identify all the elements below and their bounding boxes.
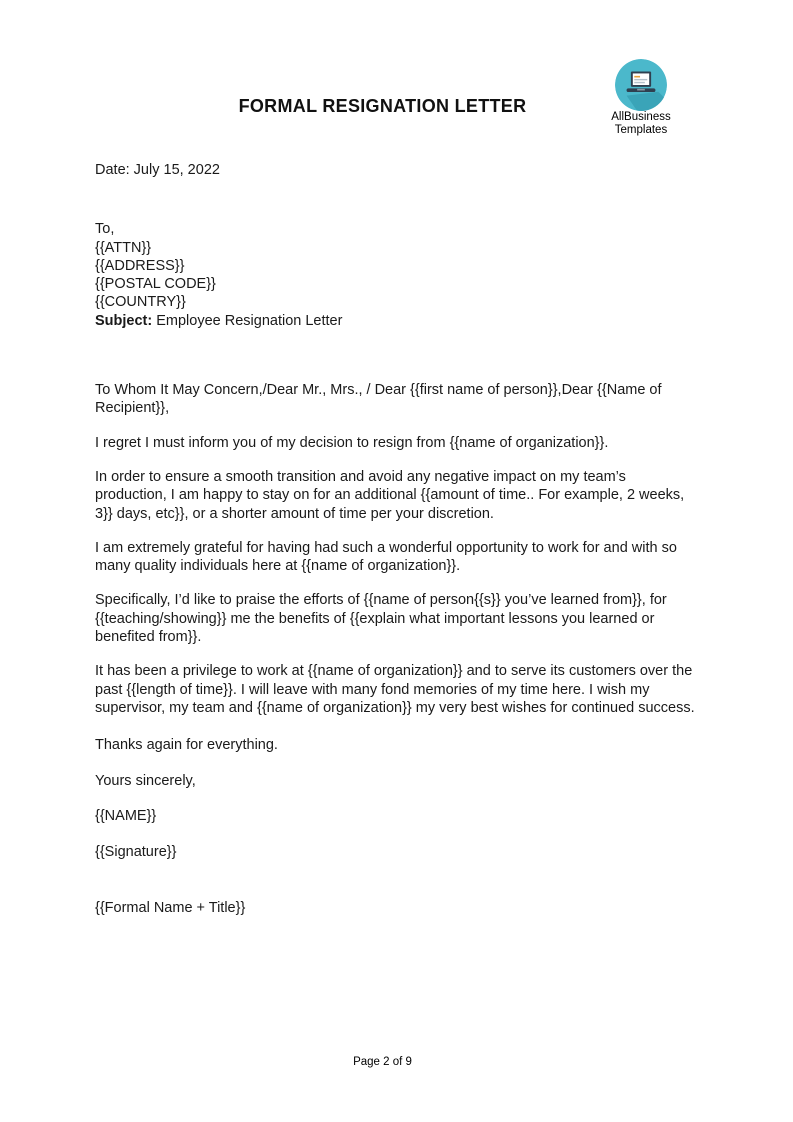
- gratitude-paragraph: I am extremely grateful for having had such a wonderful opportunity to work for and with so many quality individuals here at {{name of organization}}.: [95, 539, 677, 575]
- subject-text: Employee Resignation Letter: [156, 312, 343, 329]
- closing-line: Yours sincerely,: [95, 772, 196, 789]
- transition-paragraph: In order to ensure a smooth transition and avoid any negative impact on my team’s production, I am happy to stay on for an additional {{amount of time.. For example, 2 weeks, 3}} days, etc}}, or a shorter amount of time per your discretion.: [95, 468, 685, 522]
- salutation-paragraph: To Whom It May Concern,/Dear Mr., Mrs., / Dear {{first name of person}},Dear {{Name of Recipient}},: [95, 382, 662, 417]
- formal-name-title-placeholder: {{Formal Name + Title}}: [95, 900, 246, 917]
- thanks-paragraph: Thanks again for everything.: [95, 737, 278, 754]
- recipient-block: [95, 220, 699, 311]
- page-number-footer: Page 2 of 9: [353, 1056, 412, 1068]
- logo-text-line2: Templates: [614, 123, 668, 136]
- recipient-line-postal-code: {{POSTAL CODE}}: [95, 276, 216, 293]
- resignation-statement-paragraph: I regret I must inform you of my decision to resign from {{name of organization}}.: [95, 434, 609, 451]
- recipient-line-attn: {{ATTN}}: [95, 239, 152, 256]
- recipient-line-country: {{COUNTRY}}: [95, 294, 186, 311]
- subject-line: [95, 312, 699, 330]
- page-title: FORMAL RESIGNATION LETTER: [238, 96, 527, 116]
- name-placeholder: {{NAME}}: [95, 807, 157, 824]
- recipient-line-to: To,: [95, 221, 115, 238]
- signature-placeholder: {{Signature}}: [95, 844, 177, 861]
- subject-label: Subject:: [95, 312, 153, 329]
- privilege-paragraph: It has been a privilege to work at {{name of organization}} and to serve its customers over the past {{length of time}}. I will leave with many fond memories of my time here. I wish my supervisor, my team and {{name of organization}} my very best wishes for continued success.: [95, 663, 695, 716]
- logo-text-line1: AllBusiness: [611, 111, 671, 123]
- recipient-line-address: {{ADDRESS}}: [95, 257, 185, 274]
- praise-paragraph: Specifically, I’d like to praise the efforts of {{name of person{{s}} you’ve learned from}}, for {{teaching/showing}} me the benefits of {{explain what important lessons you learned or benefited from}}.: [95, 592, 667, 646]
- letter-body: [95, 0, 699, 918]
- date-line: Date: July 15, 2022: [95, 162, 220, 178]
